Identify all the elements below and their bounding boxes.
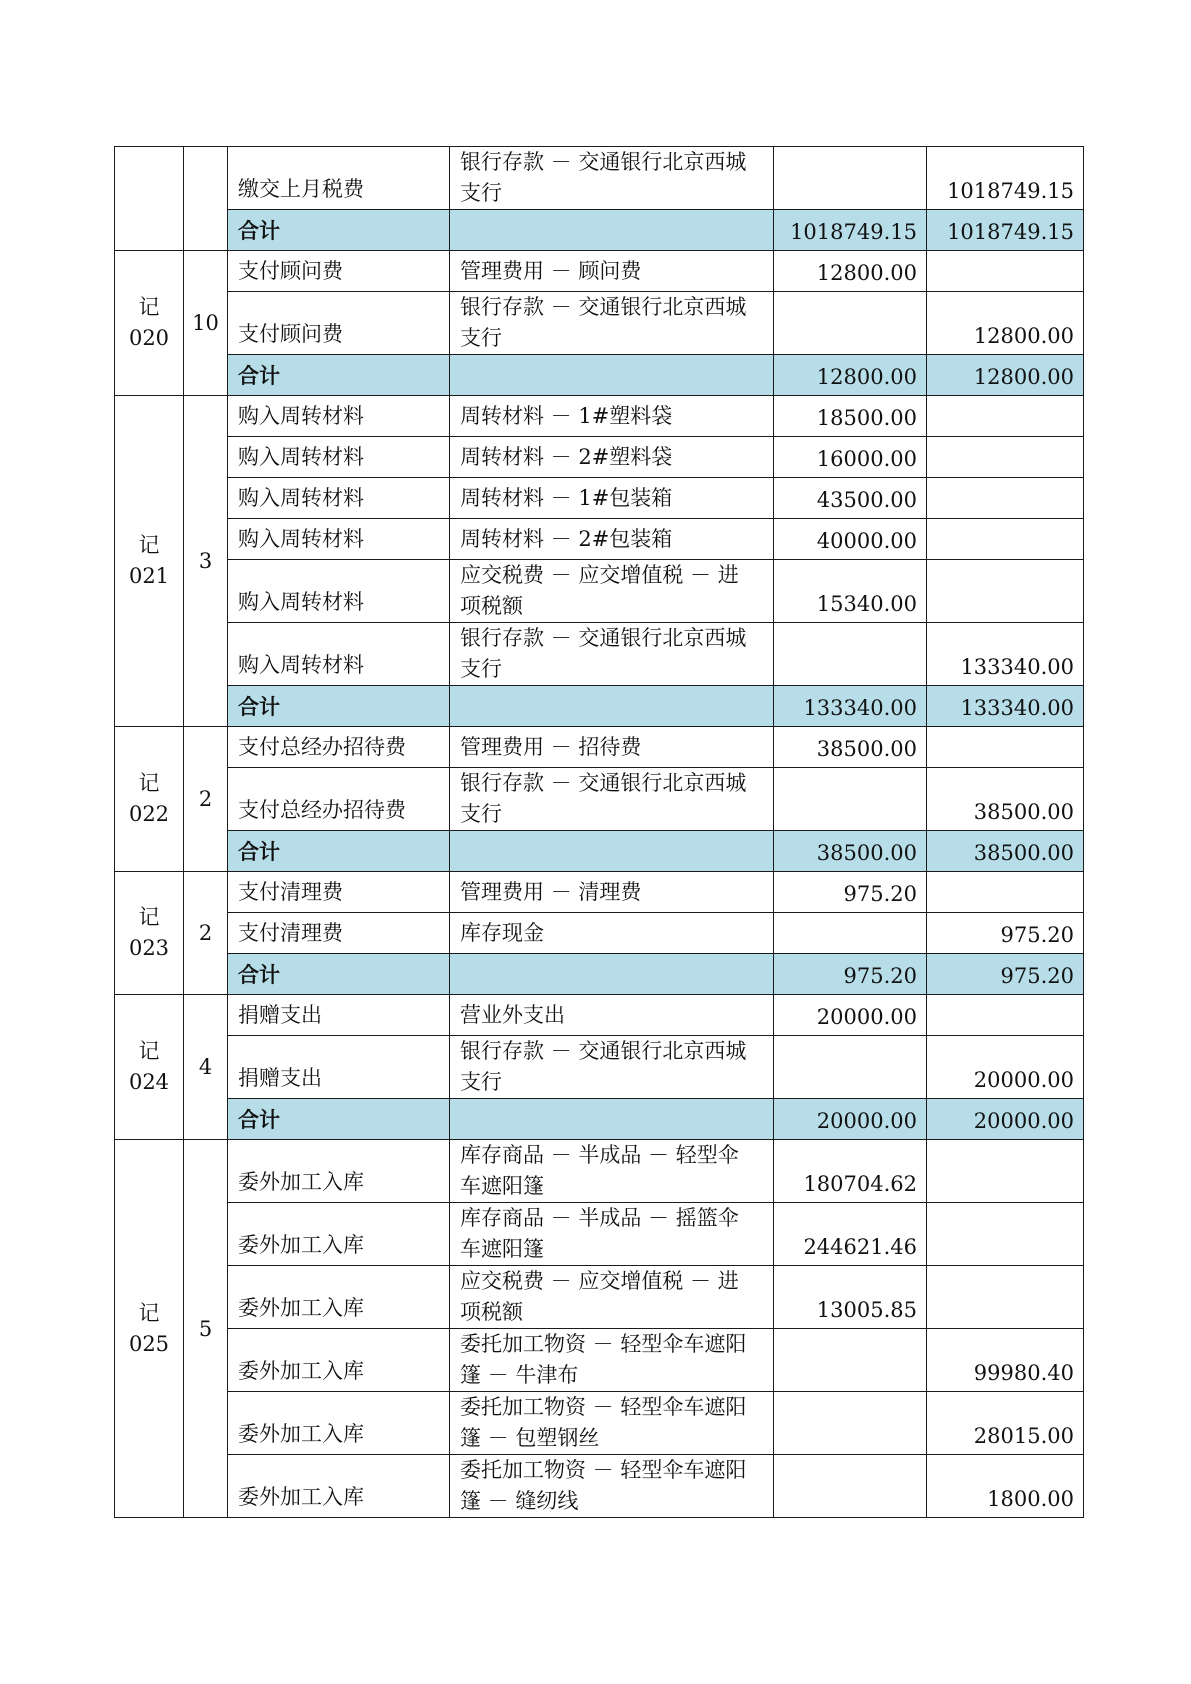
- voucher-type-label: 记: [138, 1300, 160, 1325]
- account-cell: [450, 478, 774, 519]
- total-credit-cell: 975.20: [927, 954, 1084, 995]
- summary-cell: 捐赠支出: [228, 1036, 450, 1099]
- credit-amount-cell: 20000.00: [927, 1036, 1084, 1099]
- entry-line-row: [115, 995, 1084, 1036]
- debit-amount-cell: 40000.00: [774, 519, 927, 560]
- entry-line-row: [115, 396, 1084, 437]
- total-row: [115, 686, 1084, 727]
- account-text-line: 银行存款 － 交通银行北京西城: [460, 1039, 747, 1063]
- credit-amount-cell: [927, 478, 1084, 519]
- voucher-type-label: 记: [138, 771, 160, 795]
- account-text-line: 篷 － 包塑钢丝: [460, 1426, 600, 1450]
- voucher-number-cell: [115, 251, 184, 396]
- credit-amount-cell: 12800.00: [927, 292, 1084, 355]
- account-cell: [450, 519, 774, 560]
- account-text-line: 委托加工物资 － 轻型伞车遮阳: [460, 1458, 747, 1482]
- account-text-line: 库存现金: [460, 920, 544, 945]
- total-debit-cell: 1018749.15: [774, 210, 927, 251]
- account-cell: [450, 727, 774, 768]
- account-text-line: 支行: [460, 1070, 502, 1094]
- credit-amount-cell: [927, 1203, 1084, 1266]
- credit-amount-cell: [927, 727, 1084, 768]
- debit-amount-cell: 16000.00: [774, 437, 927, 478]
- summary-cell: 支付顾问费: [228, 292, 450, 355]
- credit-amount-cell: 975.20: [927, 913, 1084, 954]
- account-cell: [450, 1140, 774, 1203]
- total-label-cell: 合计: [228, 686, 450, 727]
- credit-amount-cell: [927, 560, 1084, 623]
- credit-amount-cell: 99980.40: [927, 1329, 1084, 1392]
- credit-amount-cell: [927, 872, 1084, 913]
- debit-amount-cell: 43500.00: [774, 478, 927, 519]
- summary-cell: 缴交上月税费: [228, 147, 450, 210]
- account-text-line: 委托加工物资 － 轻型伞车遮阳: [460, 1332, 747, 1356]
- total-label-cell: 合计: [228, 1099, 450, 1140]
- attachment-count-cell: 3: [184, 396, 228, 727]
- account-text-line: 支行: [460, 802, 502, 826]
- summary-cell: 购入周转材料: [228, 519, 450, 560]
- summary-cell: 支付总经办招待费: [228, 768, 450, 831]
- account-cell: [450, 292, 774, 355]
- account-text-line: 库存商品 － 半成品 － 摇篮伞: [460, 1206, 739, 1230]
- summary-cell: 捐赠支出: [228, 995, 450, 1036]
- debit-amount-cell: 18500.00: [774, 396, 927, 437]
- total-row: [115, 1099, 1084, 1140]
- account-cell: [450, 768, 774, 831]
- voucher-type-label: 记: [138, 1039, 160, 1063]
- attachment-count-cell: 4: [184, 995, 228, 1140]
- summary-cell: 委外加工入库: [228, 1203, 450, 1266]
- credit-amount-cell: [927, 1266, 1084, 1329]
- total-credit-cell: 1018749.15: [927, 210, 1084, 251]
- account-cell: [450, 1329, 774, 1392]
- voucher-number: 021: [128, 564, 170, 588]
- ledger-body: [115, 147, 1084, 1518]
- account-cell: [450, 1455, 774, 1518]
- account-cell: [450, 1036, 774, 1099]
- summary-cell: 委外加工入库: [228, 1266, 450, 1329]
- debit-amount-cell: 244621.46: [774, 1203, 927, 1266]
- account-text-line: 车遮阳篷: [460, 1237, 544, 1261]
- account-text-line: 银行存款 － 交通银行北京西城: [460, 150, 747, 174]
- credit-amount-cell: [927, 1140, 1084, 1203]
- credit-amount-cell: [927, 437, 1084, 478]
- account-text-line: 应交税费 － 应交增值税 － 进: [460, 563, 739, 587]
- debit-amount-cell: [774, 623, 927, 686]
- credit-amount-cell: [927, 519, 1084, 560]
- account-cell: [450, 437, 774, 478]
- entry-line-row: [115, 437, 1084, 478]
- account-text-line: 周转材料 － 1#塑料袋: [460, 403, 673, 428]
- entry-line-row: [115, 1036, 1084, 1099]
- total-label-cell: 合计: [228, 355, 450, 396]
- attachment-count-cell: 10: [184, 251, 228, 396]
- entry-line-row: [115, 560, 1084, 623]
- attachment-count-cell: 2: [184, 727, 228, 872]
- account-cell: [450, 1266, 774, 1329]
- account-text-line: 管理费用 － 顾问费: [460, 258, 642, 283]
- summary-cell: 购入周转材料: [228, 623, 450, 686]
- entry-line-row: [115, 1455, 1084, 1518]
- credit-amount-cell: 1018749.15: [927, 147, 1084, 210]
- summary-cell: 支付总经办招待费: [228, 727, 450, 768]
- entry-line-row: [115, 623, 1084, 686]
- summary-cell: 购入周转材料: [228, 560, 450, 623]
- entry-line-row: [115, 1266, 1084, 1329]
- total-row: [115, 831, 1084, 872]
- total-row: [115, 355, 1084, 396]
- account-cell: [450, 623, 774, 686]
- entry-line-row: [115, 872, 1084, 913]
- credit-amount-cell: 1800.00: [927, 1455, 1084, 1518]
- account-text-line: 支行: [460, 657, 502, 681]
- credit-amount-cell: 133340.00: [927, 623, 1084, 686]
- voucher-number-cell: [115, 872, 184, 995]
- entry-line-row: [115, 519, 1084, 560]
- total-credit-cell: 20000.00: [927, 1099, 1084, 1140]
- account-text-line: 车遮阳篷: [460, 1174, 544, 1198]
- debit-amount-cell: 975.20: [774, 872, 927, 913]
- account-text-line: 管理费用 － 招待费: [460, 734, 642, 759]
- account-cell: [450, 1203, 774, 1266]
- total-blank-cell: [450, 355, 774, 396]
- account-text-line: 应交税费 － 应交增值税 － 进: [460, 1269, 739, 1293]
- total-label-cell: 合计: [228, 210, 450, 251]
- attachment-count-cell: 5: [184, 1140, 228, 1518]
- total-label-cell: 合计: [228, 831, 450, 872]
- total-blank-cell: [450, 831, 774, 872]
- summary-cell: 支付顾问费: [228, 251, 450, 292]
- entry-line-row: [115, 251, 1084, 292]
- total-blank-cell: [450, 210, 774, 251]
- total-label-cell: 合计: [228, 954, 450, 995]
- debit-amount-cell: 12800.00: [774, 251, 927, 292]
- account-text-line: 支行: [460, 326, 502, 350]
- voucher-number-cell: [115, 1140, 184, 1518]
- account-text-line: 管理费用 － 清理费: [460, 879, 642, 904]
- account-text-line: 篷 － 牛津布: [460, 1363, 579, 1387]
- debit-amount-cell: 180704.62: [774, 1140, 927, 1203]
- account-cell: [450, 1392, 774, 1455]
- summary-cell: 支付清理费: [228, 872, 450, 913]
- account-text-line: 银行存款 － 交通银行北京西城: [460, 771, 747, 795]
- account-cell: [450, 560, 774, 623]
- debit-amount-cell: 13005.85: [774, 1266, 927, 1329]
- total-blank-cell: [450, 686, 774, 727]
- total-row: [115, 954, 1084, 995]
- entry-line-row: [115, 292, 1084, 355]
- credit-amount-cell: 28015.00: [927, 1392, 1084, 1455]
- voucher-number: 024: [128, 1070, 170, 1094]
- voucher-type-label: 记: [138, 295, 160, 319]
- account-cell: [450, 872, 774, 913]
- total-debit-cell: 975.20: [774, 954, 927, 995]
- credit-amount-cell: [927, 396, 1084, 437]
- entry-line-row: [115, 1140, 1084, 1203]
- credit-amount-cell: [927, 995, 1084, 1036]
- entry-line-row: [115, 1203, 1084, 1266]
- summary-cell: 购入周转材料: [228, 437, 450, 478]
- account-text-line: 项税额: [460, 594, 523, 618]
- voucher-number-cell: [115, 147, 184, 251]
- entry-line-row: [115, 727, 1084, 768]
- voucher-number: 020: [128, 326, 170, 350]
- voucher-number: 022: [128, 802, 170, 826]
- voucher-type-label: 记: [138, 533, 160, 557]
- account-text-line: 支行: [460, 181, 502, 205]
- summary-cell: 委外加工入库: [228, 1392, 450, 1455]
- account-cell: [450, 913, 774, 954]
- account-text-line: 篷 － 缝纫线: [460, 1489, 579, 1513]
- summary-cell: 委外加工入库: [228, 1329, 450, 1392]
- debit-amount-cell: [774, 1036, 927, 1099]
- debit-amount-cell: [774, 292, 927, 355]
- total-debit-cell: 20000.00: [774, 1099, 927, 1140]
- account-text-line: 项税额: [460, 1300, 523, 1324]
- total-debit-cell: 12800.00: [774, 355, 927, 396]
- voucher-number-cell: [115, 995, 184, 1140]
- account-text-line: 银行存款 － 交通银行北京西城: [460, 295, 747, 319]
- account-cell: [450, 995, 774, 1036]
- summary-cell: 购入周转材料: [228, 478, 450, 519]
- total-debit-cell: 38500.00: [774, 831, 927, 872]
- total-credit-cell: 133340.00: [927, 686, 1084, 727]
- debit-amount-cell: 15340.00: [774, 560, 927, 623]
- voucher-number: 025: [128, 1331, 170, 1356]
- total-blank-cell: [450, 1099, 774, 1140]
- voucher-number-cell: [115, 727, 184, 872]
- attachment-count-cell: 2: [184, 872, 228, 995]
- total-credit-cell: 38500.00: [927, 831, 1084, 872]
- debit-amount-cell: [774, 913, 927, 954]
- summary-cell: 委外加工入库: [228, 1140, 450, 1203]
- account-cell: [450, 396, 774, 437]
- summary-cell: 支付清理费: [228, 913, 450, 954]
- total-debit-cell: 133340.00: [774, 686, 927, 727]
- voucher-number-cell: [115, 396, 184, 727]
- credit-amount-cell: [927, 251, 1084, 292]
- account-text-line: 周转材料 － 2#塑料袋: [460, 444, 673, 469]
- account-text-line: 周转材料 － 1#包装箱: [460, 485, 673, 510]
- debit-amount-cell: 38500.00: [774, 727, 927, 768]
- voucher-type-label: 记: [138, 905, 160, 929]
- credit-amount-cell: 38500.00: [927, 768, 1084, 831]
- entry-line-row: [115, 147, 1084, 210]
- account-text-line: 营业外支出: [460, 1002, 565, 1027]
- voucher-ledger-table: [114, 146, 1084, 1518]
- total-blank-cell: [450, 954, 774, 995]
- debit-amount-cell: [774, 1329, 927, 1392]
- account-text-line: 银行存款 － 交通银行北京西城: [460, 626, 747, 650]
- entry-line-row: [115, 1392, 1084, 1455]
- summary-cell: 购入周转材料: [228, 396, 450, 437]
- voucher-number: 023: [128, 936, 170, 960]
- debit-amount-cell: [774, 147, 927, 210]
- account-text-line: 周转材料 － 2#包装箱: [460, 526, 673, 551]
- debit-amount-cell: [774, 768, 927, 831]
- entry-line-row: [115, 768, 1084, 831]
- debit-amount-cell: 20000.00: [774, 995, 927, 1036]
- entry-line-row: [115, 1329, 1084, 1392]
- attachment-count-cell: [184, 147, 228, 251]
- account-text-line: 委托加工物资 － 轻型伞车遮阳: [460, 1395, 747, 1419]
- summary-cell: 委外加工入库: [228, 1455, 450, 1518]
- account-cell: [450, 147, 774, 210]
- total-credit-cell: 12800.00: [927, 355, 1084, 396]
- entry-line-row: [115, 478, 1084, 519]
- debit-amount-cell: [774, 1392, 927, 1455]
- total-row: [115, 210, 1084, 251]
- entry-line-row: [115, 913, 1084, 954]
- account-cell: [450, 251, 774, 292]
- account-text-line: 库存商品 － 半成品 － 轻型伞: [460, 1143, 739, 1167]
- debit-amount-cell: [774, 1455, 927, 1518]
